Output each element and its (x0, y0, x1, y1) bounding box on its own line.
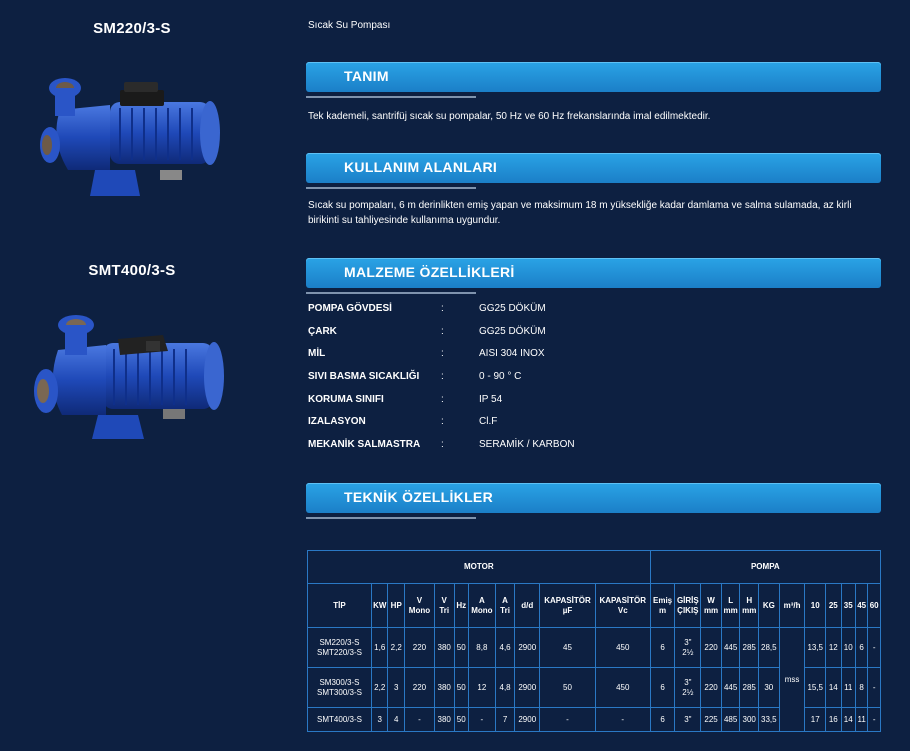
cell-kapasitor-vc: 450 (595, 668, 650, 708)
cell-l: 445 (721, 668, 740, 708)
section-header-malzeme (306, 258, 881, 288)
header-line: Mono (471, 605, 493, 615)
cell-w: 220 (701, 628, 722, 668)
section-header-kullanim (306, 153, 881, 183)
cell-kg: 28,5 (759, 628, 780, 668)
cell-kapasitor-uf: 50 (540, 668, 596, 708)
cell-v-mono: - (404, 708, 434, 732)
cell-giris-cikis (675, 668, 701, 708)
col-dd: d/d (515, 584, 540, 628)
tip-line: SM300/3-S (319, 677, 360, 687)
header-line: mm (703, 605, 719, 615)
cell-flow-60: - (868, 628, 881, 668)
header-line: Mono (408, 605, 431, 615)
cell-kg: 33,5 (759, 708, 780, 732)
cell-emis: 6 (650, 708, 675, 732)
cell-flow-35: 11 (841, 668, 855, 708)
header-line: mm (723, 605, 738, 615)
cell-mss: mss (779, 628, 805, 732)
header-line: KAPASİTÖR (599, 595, 647, 605)
header-line: W (707, 595, 715, 605)
section-title: KULLANIM ALANLARI (344, 159, 498, 175)
cell-v-tri: 380 (434, 668, 454, 708)
tip-line: SMT300/3-S (317, 687, 362, 697)
header-line: Emiş (653, 595, 673, 605)
tip-line: SMT220/3-S (317, 647, 362, 657)
property-row (308, 439, 708, 462)
property-separator: : (441, 416, 444, 428)
property-row (308, 416, 708, 439)
cell-flow-35: 10 (841, 628, 855, 668)
cell-kapasitor-vc: - (595, 708, 650, 732)
section-header-tanim (306, 62, 881, 92)
tip-line: SM220/3-S (319, 637, 360, 647)
header-line: mm (742, 605, 757, 615)
property-separator: : (441, 439, 444, 451)
property-key: IZALASYON (308, 416, 366, 428)
property-value: AISI 304 INOX (479, 348, 545, 360)
cell-hp: 4 (388, 708, 405, 732)
property-key: ÇARK (308, 325, 337, 337)
cell-a-mono: - (468, 708, 495, 732)
property-value: 0 - 90 ° C (479, 371, 522, 383)
cell-dd: 2900 (515, 708, 540, 732)
col-kg: KG (759, 584, 780, 628)
col-kapasitor-vc (595, 584, 650, 628)
property-key: POMPA GÖVDESİ (308, 303, 392, 314)
cikis-line: 2½ (682, 647, 694, 657)
kullanim-text: Sıcak su pompaları, 6 m derinlikten emiş yapan ve maksimum 18 m yüksekliğe kadar damlama ve salma sulamada, az kirli birikinti su tahliyesinde kullanıma uygundur. (308, 200, 852, 226)
cell-kw: 3 (371, 708, 388, 732)
property-row (308, 326, 708, 349)
section-title: TANIM (344, 68, 389, 84)
cell-flow-60: - (868, 668, 881, 708)
cell-v-mono: 220 (404, 628, 434, 668)
cell-h: 285 (740, 668, 759, 708)
cell-tip (308, 628, 372, 668)
cell-v-mono: 220 (404, 668, 434, 708)
cell-a-tri: 7 (495, 708, 515, 732)
col-a-mono (468, 584, 495, 628)
col-flow-10: 10 (805, 584, 826, 628)
cell-kw: 2,2 (371, 668, 388, 708)
header-line: Tri (500, 605, 510, 615)
property-separator: : (441, 393, 444, 405)
section-title: TEKNİK ÖZELLİKLER (344, 489, 493, 505)
pump-image-smt400 (28, 305, 228, 445)
col-emis (650, 584, 675, 628)
col-w (701, 584, 722, 628)
property-key: MİL (308, 348, 326, 360)
col-kapasitor-uf (540, 584, 596, 628)
header-line: m (659, 605, 667, 615)
property-value: GG25 DÖKÜM (479, 303, 546, 314)
header-line: Vc (617, 605, 628, 615)
cell-a-mono: 8,8 (468, 628, 495, 668)
property-separator: : (441, 303, 444, 314)
col-h (740, 584, 759, 628)
header-line: KAPASİTÖR (544, 595, 591, 605)
tanim-text: Tek kademeli, santrifüj sıcak su pompalar, 50 Hz ve 60 Hz frekanslarında imal edilmektedir. (308, 111, 711, 122)
property-separator: : (441, 371, 444, 383)
section-title: MALZEME ÖZELLİKLERİ (344, 264, 515, 280)
cell-dd: 2900 (515, 668, 540, 708)
cell-l: 485 (721, 708, 740, 732)
cell-flow-45: 11 (855, 708, 867, 732)
cell-h: 285 (740, 628, 759, 668)
property-row (308, 348, 708, 371)
cell-tip (308, 668, 372, 708)
group-header-motor: MOTOR (308, 551, 651, 584)
header-line: GİRİŞ (676, 595, 699, 605)
cell-kg: 30 (759, 668, 780, 708)
cell-flow-25: 14 (826, 668, 841, 708)
cell-kapasitor-uf: - (540, 708, 596, 732)
col-l (721, 584, 740, 628)
page-subtitle: Sıcak Su Pompası (308, 20, 391, 31)
property-row (308, 303, 708, 326)
cell-a-mono: 12 (468, 668, 495, 708)
cell-hz: 50 (454, 628, 468, 668)
cell-giris-cikis (675, 628, 701, 668)
col-v-mono (404, 584, 434, 628)
cell-flow-25: 16 (826, 708, 841, 732)
property-key: MEKANİK SALMASTRA (308, 439, 421, 451)
model-title-top: SM220/3-S (93, 20, 171, 37)
cell-hp: 2,2 (388, 628, 405, 668)
cell-hp: 3 (388, 668, 405, 708)
cell-hz: 50 (454, 708, 468, 732)
property-separator: : (441, 348, 444, 360)
cell-flow-35: 14 (841, 708, 855, 732)
cell-v-tri: 380 (434, 708, 454, 732)
property-value: GG25 DÖKÜM (479, 325, 546, 337)
col-hz: Hz (454, 584, 468, 628)
header-line: A (478, 595, 485, 605)
col-kw: KW (371, 584, 388, 628)
header-line: Tri (439, 605, 450, 615)
header-line: H (746, 595, 753, 605)
col-a-tri (495, 584, 515, 628)
property-value: Cl.F (479, 416, 498, 428)
property-value: IP 54 (479, 393, 503, 405)
col-flow-35: 35 (841, 584, 855, 628)
material-properties-list (308, 303, 708, 462)
cell-w: 220 (701, 668, 722, 708)
header-line: V (441, 595, 447, 605)
cell-kw: 1,6 (371, 628, 388, 668)
cell-kapasitor-vc: 450 (595, 628, 650, 668)
cell-dd: 2900 (515, 628, 540, 668)
cell-flow-10: 15,5 (805, 668, 826, 708)
property-key: KORUMA SINIFI (308, 393, 384, 405)
cell-a-tri: 4,8 (495, 668, 515, 708)
giris-line: 3" (684, 677, 692, 687)
cell-emis: 6 (650, 668, 675, 708)
table-row (308, 628, 881, 668)
cell-emis: 6 (650, 628, 675, 668)
cell-a-tri: 4,6 (495, 628, 515, 668)
col-flow-45: 45 (855, 584, 867, 628)
cell-h: 300 (740, 708, 759, 732)
cell-l: 445 (721, 628, 740, 668)
cikis-line: 2½ (682, 687, 694, 697)
header-line: µF (562, 605, 573, 615)
cell-v-tri: 380 (434, 628, 454, 668)
property-row (308, 394, 708, 417)
col-m3h: m³/h (779, 584, 805, 628)
header-line: A (502, 595, 508, 605)
model-title-bottom: SMT400/3-S (88, 262, 176, 279)
col-flow-60: 60 (868, 584, 881, 628)
col-tip: TİP (308, 584, 372, 628)
col-hp: HP (388, 584, 405, 628)
property-key: SIVI BASMA SICAKLIĞI (308, 371, 420, 383)
cell-hz: 50 (454, 668, 468, 708)
cell-flow-45: 6 (855, 628, 867, 668)
col-giris-cikis (675, 584, 701, 628)
cell-flow-10: 13,5 (805, 628, 826, 668)
header-line: V (416, 595, 423, 605)
cell-tip: SMT400/3-S (308, 708, 372, 732)
column-header-row (308, 584, 881, 628)
cell-flow-60: - (868, 708, 881, 732)
cell-flow-10: 17 (805, 708, 826, 732)
giris-line: 3" (684, 637, 692, 647)
header-line: L (728, 595, 734, 605)
pump-image-sm220 (40, 70, 230, 210)
cell-kapasitor-uf: 45 (540, 628, 596, 668)
cell-giris-cikis: 3" (675, 708, 701, 732)
cell-flow-25: 12 (826, 628, 841, 668)
section-header-teknik (306, 483, 881, 513)
col-v-tri (434, 584, 454, 628)
cell-flow-45: 8 (855, 668, 867, 708)
technical-spec-table (307, 550, 881, 732)
property-separator: : (441, 325, 444, 337)
group-header-pompa: POMPA (650, 551, 880, 584)
col-flow-25: 25 (826, 584, 841, 628)
cell-w: 225 (701, 708, 722, 732)
header-line: ÇIKIŞ (677, 605, 699, 615)
property-row (308, 371, 708, 394)
property-value: SERAMİK / KARBON (479, 439, 575, 451)
